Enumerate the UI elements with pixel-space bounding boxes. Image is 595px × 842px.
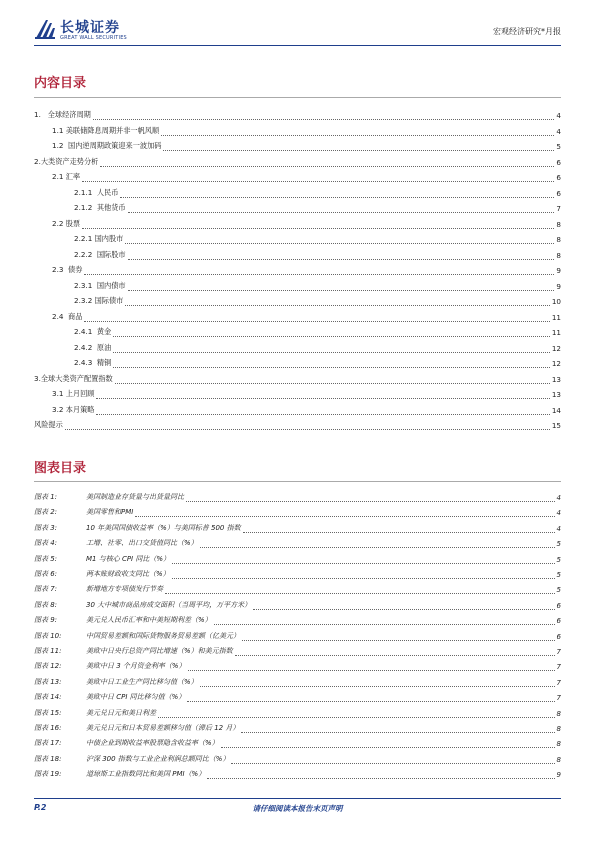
figure-entry[interactable]: [34, 736, 561, 748]
toc-entry[interactable]: [74, 356, 561, 368]
toc-entry-label: 2.2 股票: [52, 218, 81, 228]
figure-leader-dots: [231, 755, 554, 764]
toc-entry-page: 6: [556, 173, 561, 182]
figure-leader-dots: [188, 662, 555, 671]
figure-page: 4: [556, 494, 561, 502]
figure-title: 美欧中日 CPI 同比移匀值（%）: [86, 693, 186, 702]
toc-entry[interactable]: [52, 403, 561, 415]
figure-page: 8: [556, 755, 561, 764]
figure-entry[interactable]: [34, 536, 561, 548]
toc-leader-dots: [82, 220, 554, 229]
toc-entry-label: 3.1 上月回顾: [52, 389, 95, 398]
toc-entry-page: 6: [556, 188, 561, 198]
figure-page: 7: [556, 678, 561, 687]
toc-entry-page: 6: [556, 157, 561, 167]
toc-entry-label: 1. 全球经济周期: [34, 110, 91, 119]
toc-entry[interactable]: [52, 170, 561, 182]
figure-entry[interactable]: [34, 521, 561, 533]
figure-number: 图表 4:: [34, 539, 58, 548]
toc-leader-dots: [113, 328, 550, 337]
great-wall-logo-icon: [34, 18, 56, 40]
toc-leader-dots: [93, 111, 555, 120]
toc-entry-page: 13: [551, 390, 561, 399]
figure-title: 新增地方专项债发行节奏: [86, 585, 163, 594]
toc-entry-label: 2.2.2 国际股市: [74, 249, 126, 259]
figure-page: 6: [556, 632, 561, 641]
toc-entry-page: 8: [556, 219, 561, 229]
toc-entry[interactable]: [74, 279, 561, 291]
toc-entry-label: 2.2.1 国内股市: [74, 234, 124, 243]
figure-title: 美国零售和PMI: [86, 508, 134, 517]
toc-entry-page: 15: [551, 421, 561, 430]
toc-entry[interactable]: [52, 124, 561, 136]
figure-title: 美元兑人民币汇率和中美短期利差（%）: [86, 616, 212, 625]
figure-entry[interactable]: [34, 675, 561, 687]
figure-leader-dots: [135, 508, 554, 517]
figure-entry[interactable]: [34, 629, 561, 641]
figure-leader-dots: [186, 493, 555, 502]
company-logo: [34, 16, 154, 46]
figure-number: 图表 18:: [34, 754, 62, 763]
toc-leader-dots: [100, 158, 554, 167]
toc-entry-label: 2.3.1 国内债市: [74, 280, 126, 290]
toc-entry-label: 2.4.2 原油: [74, 342, 112, 352]
toc-leader-dots: [65, 421, 550, 430]
toc-entry-label: 2.4.1 黄金: [74, 327, 112, 336]
toc-entry-page: 12: [551, 343, 561, 353]
toc-entry-label: 1.2 国内逆周期政策迎来一波加码: [52, 141, 162, 150]
figure-number: 图表 11:: [34, 647, 62, 655]
toc-leader-dots: [96, 406, 549, 415]
figure-title: 美元兑日元和美日利差: [86, 708, 156, 717]
footer-divider: [34, 798, 561, 799]
figure-page: 6: [556, 601, 561, 610]
toc-entry-label: 2.3 债券: [52, 265, 83, 274]
toc-title-rule: [34, 97, 561, 98]
figure-leader-dots: [200, 678, 555, 687]
toc-entry[interactable]: [74, 294, 561, 306]
toc-entry[interactable]: [74, 201, 561, 213]
toc-entry-label: 2.1.2 其他货币: [74, 203, 126, 212]
toc-entry[interactable]: [74, 248, 561, 260]
figure-entry[interactable]: [34, 598, 561, 610]
toc-entry-label: 2.1.1 人民币: [74, 187, 119, 197]
toc-entry-page: 8: [556, 250, 561, 260]
figure-entry[interactable]: [34, 505, 561, 517]
figure-number: 图表 2:: [34, 508, 58, 517]
toc-entry[interactable]: [34, 108, 561, 120]
figure-page: 5: [556, 586, 561, 595]
figure-title: 道琼斯工业指数同比和美国 PMI（%）: [86, 770, 206, 779]
toc-entry[interactable]: [52, 263, 561, 275]
figure-title: 两本账财政收支同比（%）: [86, 570, 170, 578]
toc-entry-page: 9: [556, 266, 561, 275]
figure-leader-dots: [243, 524, 555, 533]
figure-leader-dots: [214, 616, 555, 625]
toc-entry-page: 5: [556, 142, 561, 151]
figure-title: 美欧中日工业生产同比移匀值（%）: [86, 677, 198, 686]
toc-leader-dots: [161, 127, 554, 136]
toc-entry-page: 4: [556, 111, 561, 120]
toc-entry-label: 3.全球大类资产配置指数: [34, 373, 113, 383]
toc-entry[interactable]: [52, 387, 561, 399]
figure-title: 30 大中城市商品房成交面积（当周平均，万平方米）: [86, 600, 252, 609]
toc-entry-page: 14: [551, 405, 561, 415]
figure-title: 美国制造业存货量与出货量同比: [86, 493, 184, 501]
toc-leader-dots: [125, 235, 554, 244]
toc-entry-page: 11: [551, 312, 561, 322]
toc-entry[interactable]: [74, 186, 561, 198]
toc-leader-dots: [163, 142, 554, 151]
figure-leader-dots: [165, 585, 555, 594]
toc-entry-page: 12: [551, 359, 561, 368]
figure-title: 中国贸易差额和国际货物服务贸易差额（亿美元）: [86, 631, 240, 640]
figure-entry[interactable]: [34, 659, 561, 671]
figure-title: 美欧中日 3 个月资金利率（%）: [86, 662, 186, 671]
figure-number: 图表 9:: [34, 616, 58, 625]
figure-entry[interactable]: [34, 721, 561, 733]
figure-page: 7: [556, 663, 561, 672]
figure-leader-dots: [172, 570, 555, 579]
figure-number: 图表 3:: [34, 523, 58, 532]
figure-entry[interactable]: [34, 490, 561, 502]
figure-page: 5: [556, 571, 561, 579]
figure-number: 图表 6:: [34, 570, 58, 578]
toc-entry-page: 10: [551, 297, 561, 306]
figures-title: 图表目录: [34, 461, 87, 476]
figure-entry[interactable]: [34, 767, 561, 779]
figure-leader-dots: [242, 632, 555, 641]
figure-leader-dots: [207, 770, 554, 779]
figure-page: 5: [556, 555, 561, 564]
figure-number: 图表 14:: [34, 693, 62, 702]
report-type: 宏观经济研究*月报: [493, 27, 561, 36]
header-divider: [34, 45, 561, 46]
toc-entry-page: 4: [556, 126, 561, 136]
figure-number: 图表 13:: [34, 677, 62, 686]
toc-leader-dots: [96, 390, 549, 399]
toc-entry-label: 2.3.2 国际债市: [74, 296, 124, 305]
figure-number: 图表 10:: [34, 631, 62, 640]
toc-entry[interactable]: [52, 217, 561, 229]
toc-entry-page: 13: [551, 374, 561, 384]
toc-entry[interactable]: [34, 155, 561, 167]
figure-page: 7: [556, 694, 561, 703]
figure-entry[interactable]: [34, 644, 561, 656]
figure-entry[interactable]: [34, 613, 561, 625]
figure-number: 图表 8:: [34, 600, 58, 609]
toc-leader-dots: [113, 344, 550, 353]
toc-entry-page: 9: [556, 281, 561, 291]
toc-entry-label: 1.1 美联储降息周期并非一帆风顺: [52, 125, 160, 135]
figure-leader-dots: [158, 709, 555, 718]
toc-entry-label: 2.4.3 精铜: [74, 358, 112, 367]
figure-leader-dots: [187, 693, 554, 702]
toc-entry-label: 2.1 汇率: [52, 172, 81, 181]
figure-title: 工增、社零、出口交货值同比（%）: [86, 539, 198, 548]
toc-entry-label: 3.2 本月策略: [52, 404, 95, 414]
figure-page: 5: [556, 540, 561, 549]
figure-leader-dots: [241, 724, 554, 733]
figure-page: 7: [556, 648, 561, 656]
figure-entry[interactable]: [34, 582, 561, 594]
toc-leader-dots: [84, 266, 554, 275]
toc-leader-dots: [120, 189, 554, 198]
toc-leader-dots: [115, 375, 550, 384]
figure-entry[interactable]: [34, 552, 561, 564]
figure-number: 图表 19:: [34, 770, 62, 779]
toc-entry-label: 2.大类资产走势分析: [34, 156, 99, 166]
logo-text-cn: 长城证券: [60, 20, 120, 36]
figures-title-rule: [34, 481, 561, 482]
figure-leader-dots: [221, 739, 555, 748]
toc-entry[interactable]: [52, 139, 561, 151]
toc-leader-dots: [84, 313, 549, 322]
figure-entry[interactable]: [34, 690, 561, 702]
figure-page: 4: [556, 524, 561, 533]
toc-entry-page: 7: [556, 204, 561, 213]
figure-number: 图表 5:: [34, 554, 58, 563]
toc-leader-dots: [128, 282, 555, 291]
figure-title: 美欧中日央行总资产同比增速（%）和美元指数: [86, 647, 233, 655]
figure-page: 6: [556, 617, 561, 626]
toc-entry[interactable]: [52, 310, 561, 322]
toc-entry[interactable]: [74, 232, 561, 244]
toc-leader-dots: [125, 297, 550, 306]
figure-title: 中债企业到期收益率股票隐含收益率（%）: [86, 739, 219, 748]
figure-page: 9: [556, 771, 561, 780]
figure-number: 图表 16:: [34, 724, 62, 732]
toc-entry-label: 2.4 商品: [52, 311, 83, 321]
figure-page: 8: [556, 740, 561, 749]
figure-entry[interactable]: [34, 567, 561, 579]
toc-entry[interactable]: [74, 325, 561, 337]
toc-leader-dots: [128, 204, 555, 213]
figure-leader-dots: [172, 555, 555, 564]
figure-number: 图表 12:: [34, 662, 62, 671]
figure-entry[interactable]: [34, 706, 561, 718]
toc-entry-page: 11: [551, 328, 561, 337]
figure-page: 8: [556, 709, 561, 718]
figure-number: 图表 15:: [34, 708, 62, 717]
toc-entry[interactable]: [34, 372, 561, 384]
toc-entry[interactable]: [74, 341, 561, 353]
toc-title: 内容目录: [34, 76, 87, 91]
figure-title: 沪深 300 指数与工业企业利润总额同比（%）: [86, 754, 230, 763]
figure-title: M1 与核心 CPI 同比（%）: [86, 554, 170, 563]
figure-number: 图表 17:: [34, 739, 62, 748]
figure-leader-dots: [253, 601, 554, 610]
toc-entry-label: 风险提示: [34, 420, 63, 429]
toc-entry-page: 8: [556, 235, 561, 244]
page-header: [34, 16, 561, 46]
figure-page: 8: [556, 725, 561, 733]
logo-text-en: GREAT WALL SECURITIES: [60, 35, 127, 41]
toc-entry[interactable]: [34, 418, 561, 430]
figure-leader-dots: [200, 539, 555, 548]
page-number: P.2: [34, 803, 47, 812]
toc-leader-dots: [82, 173, 554, 182]
figure-title: 10 年美国国债收益率（%）与美国标普 500 指数: [86, 523, 241, 532]
figure-title: 美元兑日元和日本贸易差额移匀值（滞后 12 月）: [86, 724, 240, 732]
disclaimer-note: 请仔细阅读本报告末页声明: [252, 804, 343, 813]
figure-page: 4: [556, 509, 561, 518]
toc-leader-dots: [113, 359, 550, 368]
figure-leader-dots: [235, 647, 555, 656]
figure-number: 图表 7:: [34, 585, 58, 594]
figure-number: 图表 1:: [34, 493, 58, 501]
toc-leader-dots: [128, 251, 555, 260]
figure-entry[interactable]: [34, 752, 561, 764]
